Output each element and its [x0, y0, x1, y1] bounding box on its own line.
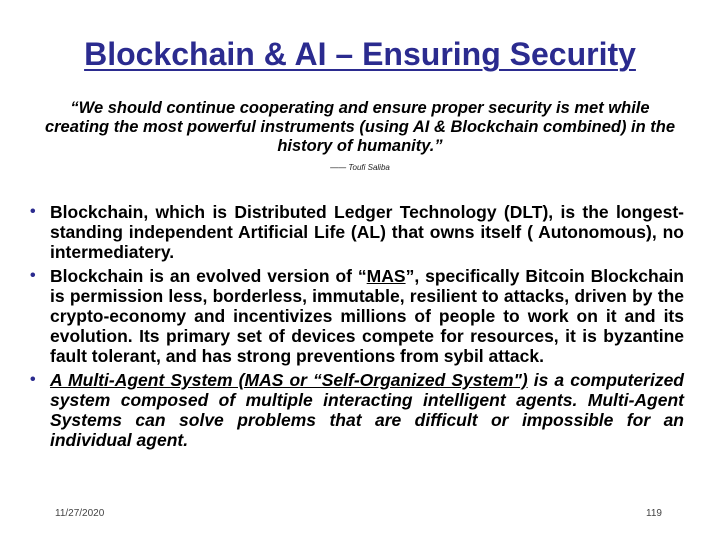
bullet-icon: •	[30, 371, 36, 388]
quote-attribution: —— Toufi Saliba	[330, 163, 390, 172]
bullet-lead: Blockchain	[50, 266, 144, 286]
bullet-text: is a computerized system composed of multiple interacting intelligent agents. Multi-Agent Systems can solve problems that are difficult or impossible for an individual agent.	[50, 370, 684, 450]
bullet-text: ”, specifically Bitcoin Blockchain is permission less, borderless, immutable, resilient to attacks, driven by the crypto-economy and incentivizes millions of people to work on it and its evolution. Its primary set of devices compete for resources, it is byzantine fault tolerant, and has strong preventions from sybil attack.	[50, 266, 684, 366]
mas-link[interactable]: MAS	[366, 266, 406, 286]
quote: “We should continue cooperating and ensure proper security is met while creating the most powerful instruments (using AI & Blockchain combined) in the history of humanity.”	[44, 99, 676, 155]
bullet-icon: •	[30, 267, 36, 284]
mas-definition-link[interactable]: A Multi-Agent System (MAS or “Self-Organized System")	[50, 370, 528, 390]
bullet-icon: •	[30, 203, 36, 220]
bullet-item	[30, 202, 684, 262]
bullet-list	[30, 202, 684, 454]
bullet-text: is an evolved version of “	[149, 266, 367, 286]
bullet-item	[30, 266, 684, 366]
footer-date: 11/27/2020	[55, 508, 105, 519]
bullet-text: Blockchain, which is Distributed Ledger Technology (DLT), is the longest-standing independent Artificial Life (AL) that owns itself ( Autonomous), no intermediatery.	[50, 202, 684, 262]
slide-title: Blockchain & AI – Ensuring Security	[84, 36, 636, 72]
page-number: 119	[646, 508, 662, 519]
bullet-item	[30, 370, 684, 450]
